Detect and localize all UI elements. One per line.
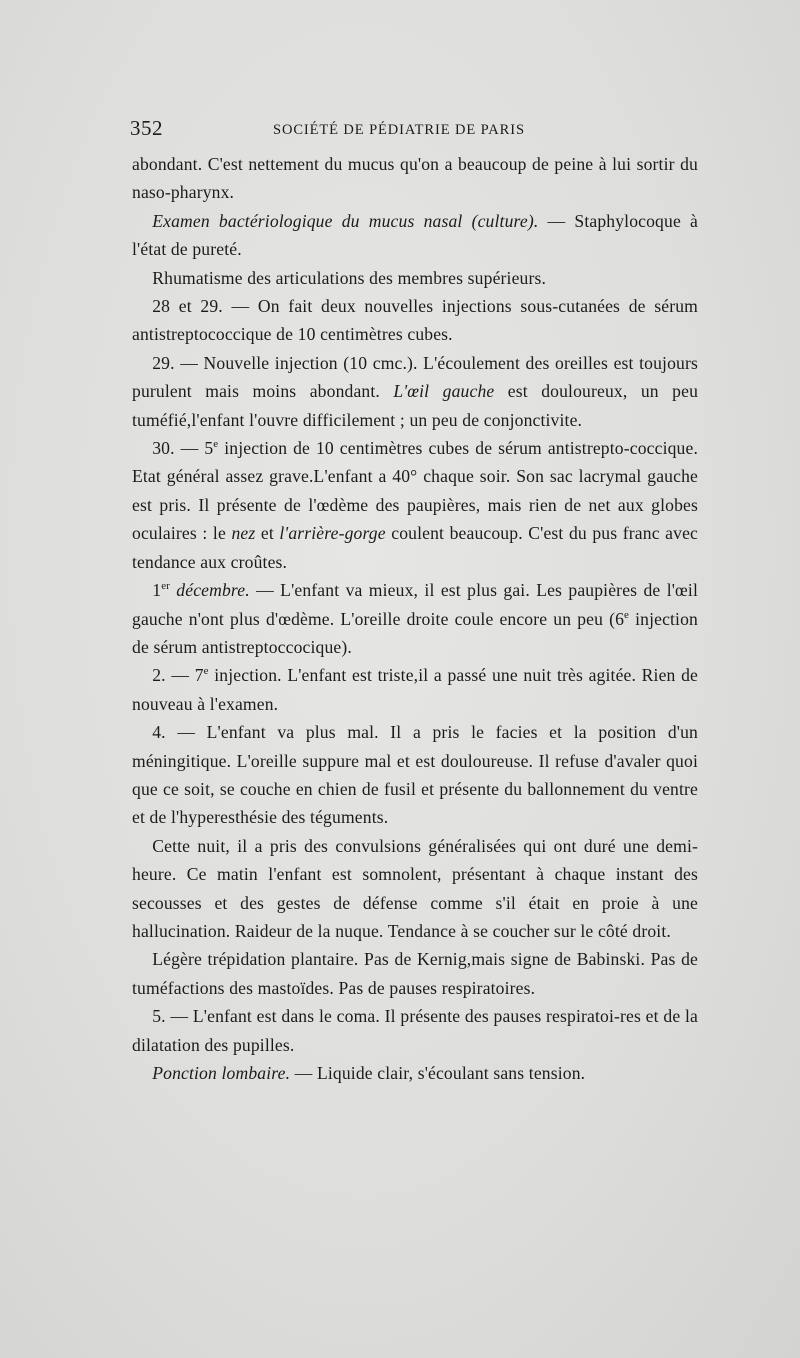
running-title: SOCIÉTÉ DE PÉDIATRIE DE PARIS	[273, 122, 525, 138]
paragraph-2: Examen bactériologique du mucus nasal (culture). — Staphylocoque à l'état de pureté.	[132, 210, 699, 260]
paragraph-13: Ponction lombaire. — Liquide clair, s'écoulant sans tension.	[152, 1063, 586, 1083]
paragraph-6: 30. — 5e injection de 10 centimètres cubes de sérum antistrepto-coccique. Etat général assez grave.L'enfant a 40° chaque soir. Son sac lacrymal gauche est pris. Il présente de l'œdème des paupières, mais rien de net aux globes oculaires : le nez et l'arrière-gorge coulent beaucoup. C'est du pus franc avec tendance aux croûtes.	[132, 438, 699, 572]
paragraph-5: 29. — Nouvelle injection (10 cmc.). L'écoulement des oreilles est toujours purulent mais moins abondant. L'œil gauche est douloureux, un peu tuméfié,l'enfant l'ouvre difficilement ; un peu de conjonctivite.	[132, 352, 699, 430]
paragraph-1: abondant. C'est nettement du mucus qu'on a beaucoup de peine à lui sortir du naso-pharynx.	[132, 154, 698, 203]
paragraph-7: 1er décembre. — L'enfant va mieux, il est plus gai. Les paupières de l'œil gauche n'ont plus d'œdème. L'oreille droite coule encore un peu (6e injection de sérum antistreptoccocique).	[132, 580, 698, 657]
paragraph-11: Légère trépidation plantaire. Pas de Kernig,mais signe de Babinski. Pas de tuméfactions des mastoïdes. Pas de pauses respiratoires.	[132, 949, 698, 998]
paragraph-12: 5. — L'enfant est dans le coma. Il présente des pauses respiratoi-res et de la dilatation des pupilles.	[132, 1006, 698, 1055]
paragraph-10: Cette nuit, il a pris des convulsions généralisées qui ont duré une demi-heure. Ce matin l'enfant est somnolent, présentant à chaque instant des secousses et des gestes de défense comme s'il était en proie à une hallucination. Raideur de la nuque. Tendance à se coucher sur le côté droit.	[132, 835, 698, 941]
paragraph-8: 2. — 7e injection. L'enfant est triste,il a passé une nuit très agitée. Rien de nouveau à l'examen.	[132, 665, 698, 714]
page-header	[130, 116, 700, 146]
body-text	[132, 150, 698, 1087]
paragraph-3: Rhumatisme des articulations des membres supérieurs.	[152, 267, 547, 288]
paragraph-9: 4. — L'enfant va plus mal. Il a pris le facies et la position d'un méningitique. L'oreille suppure mal et est douloureuse. Il refuse d'avaler quoi que ce soit, se couche en chien de fusil et présente du ballonnement du ventre et de l'hyperesthésie des téguments.	[132, 722, 698, 828]
page-number: 352	[130, 116, 163, 140]
paragraph-4: 28 et 29. — On fait deux nouvelles injections sous-cutanées de sérum antistreptococcique de 10 centimètres cubes.	[132, 296, 698, 345]
